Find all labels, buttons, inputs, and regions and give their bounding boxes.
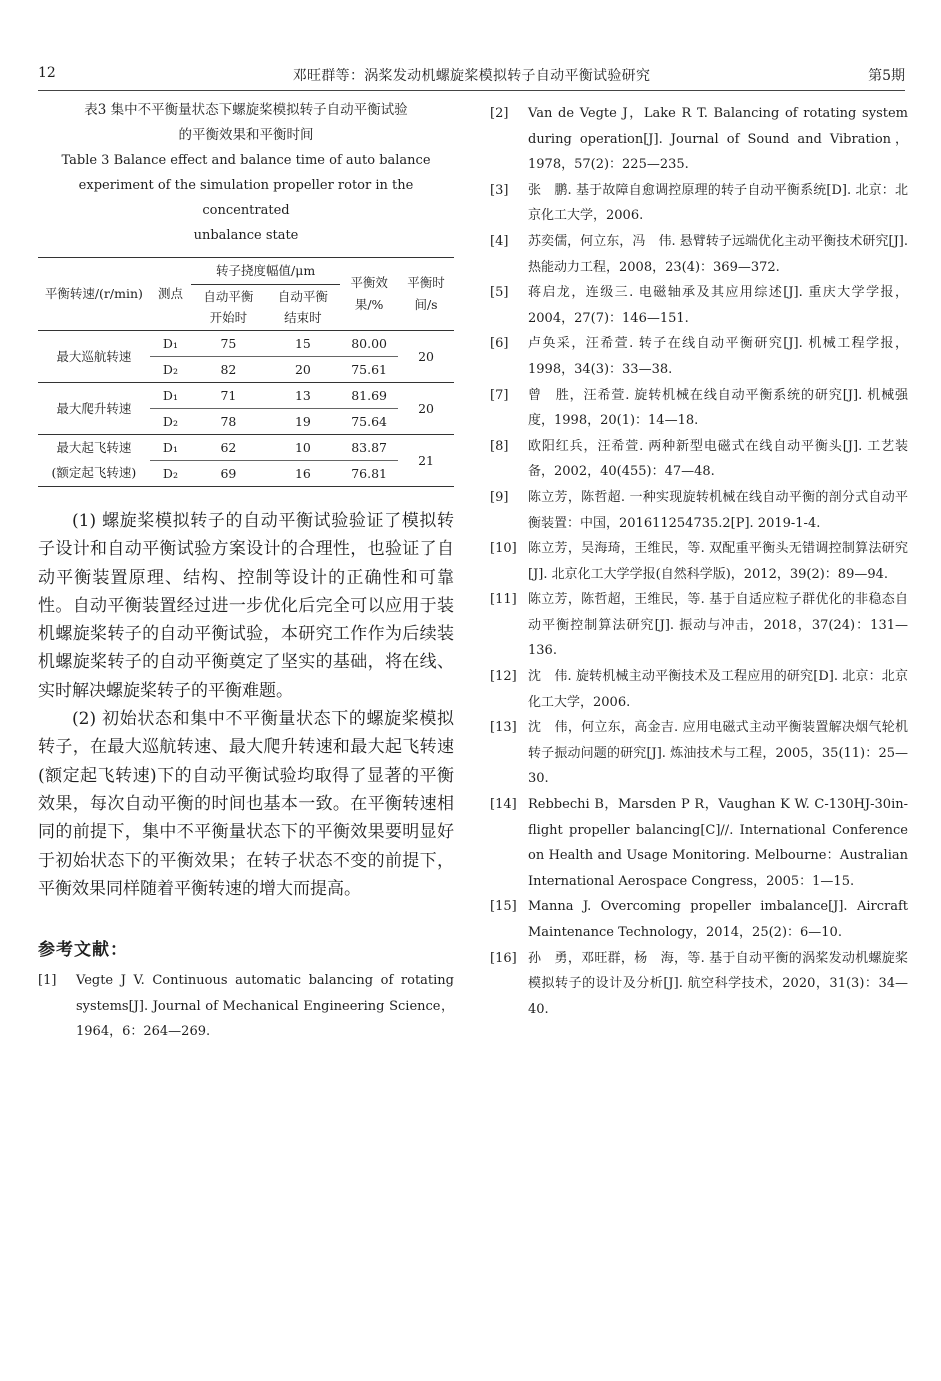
point-cell: D₁ [150, 331, 191, 357]
header-effect: 平衡效 果/% [340, 258, 398, 331]
effect-cell: 75.64 [340, 409, 398, 435]
table-row [38, 435, 454, 461]
reference-item: [13] 沈 伟，何立东，高金吉. 应用电磁式主动平衡装置解决烟气轮机转子振动问题的研究[J]. 炼油技术与工程，2005，35(11)：25—30. [490, 720, 908, 787]
effect-cell: 75.61 [340, 357, 398, 383]
reference-item: [12] 沈 伟. 旋转机械主动平衡技术及工程应用的研究[D]. 北京：北京化工大学，2006. [490, 669, 908, 710]
time-cell: 20 [398, 383, 454, 435]
start-cell: 82 [191, 357, 266, 383]
reference-item: [3] 张 鹏. 基于故障自愈调控原理的转子自动平衡系统[D]. 北京：北京化工大学，2006. [490, 182, 908, 224]
header-time: 平衡时 间/s [398, 258, 454, 331]
time-cell: 20 [398, 331, 454, 383]
reference-item: [7] 曾 胜，汪希萱. 旋转机械在线自动平衡系统的研究[J]. 机械强度，1998，20(1)：14—18. [490, 387, 908, 429]
point-cell: D₁ [150, 435, 191, 461]
issue-label: 第5期 [868, 68, 905, 84]
reference-item: [14] Rebbechi B，Marsden P R，Vaughan K W. C-130HJ-30in-flight propeller balancing[C]//. International Conference on Health and Usage Monitoring. Melbourne：Australian International Aerospace Congress，2005：1—15. [490, 797, 908, 889]
running-header [38, 64, 905, 91]
header-amp-end: 自动平衡 结束时 [266, 285, 341, 331]
end-cell: 20 [266, 357, 341, 383]
reference-item: [4] 苏奕儒，何立东，冯 伟. 悬臂转子远端优化主动平衡技术研究[J]. 热能动力工程，2008，23(4)：369—372. [490, 233, 908, 275]
header-speed: 平衡转速/(r/min) [38, 258, 150, 331]
table-row [38, 383, 454, 409]
table-caption-en-line1: Table 3 Balance effect and balance time of auto balance [61, 153, 431, 168]
end-cell: 16 [266, 461, 341, 487]
effect-cell: 81.69 [340, 383, 398, 409]
reference-item: [10] 陈立芳，吴海琦，王维民，等. 双配重平衡头无错调控制算法研究[J]. 北京化工大学学报(自然科学版)，2012，39(2)：89—94. [490, 541, 908, 582]
header-amp-start: 自动平衡 开始时 [191, 285, 266, 331]
right-column [490, 101, 908, 1022]
point-cell: D₁ [150, 383, 191, 409]
start-cell: 69 [191, 461, 266, 487]
start-cell: 75 [191, 331, 266, 357]
reference-item: [15] Manna J. Overcoming propeller imbalance[J]. Aircraft Maintenance Technology，2014，25(2)：6—10. [490, 899, 908, 940]
reference-item: [11] 陈立芳，陈哲超，王维民，等. 基于自适应粒子群优化的非稳态自动平衡控制算法研究[J]. 振动与冲击，2018，37(24)：131—136. [490, 592, 908, 659]
reference-item: [8] 欧阳红兵，汪希萱. 两种新型电磁式在线自动平衡头[J]. 工艺装备，2002，40(455)：47—48. [490, 438, 908, 480]
speed-cell: 最大巡航转速 [38, 331, 150, 383]
reference-item: [16] 孙 勇，邓旺群，杨 海，等. 基于自动平衡的涡桨发动机螺旋桨模拟转子的设计及分析[J]. 航空科学技术，2020，31(3)：34—40. [490, 950, 908, 1017]
start-cell: 78 [191, 409, 266, 435]
conclusion-paragraph-1: (1) 螺旋桨模拟转子的自动平衡试验验证了模拟转子设计和自动平衡试验方案设计的合理性，也验证了自动平衡装置原理、结构、控制等设计的正确性和可靠性。自动平衡装置经过进一步优化后完全可以应用于装机螺旋桨转子的自动平衡试验，本研究工作作为后续装机螺旋桨转子的自动平衡奠定了坚实的基础，将在线、实时解决螺旋桨转子的平衡难题。 [38, 511, 454, 701]
page-number: 12 [38, 65, 56, 81]
end-cell: 10 [266, 435, 341, 461]
header-amplitude-group: 转子挠度幅值/μm [191, 258, 340, 285]
time-cell: 21 [398, 435, 454, 487]
left-column [38, 98, 454, 1045]
reference-item: [9] 陈立芳，陈哲超. 一种实现旋转机械在线自动平衡的剖分式自动平衡装置：中国，201611254735.2[P]. 2019-1-4. [490, 489, 908, 531]
running-title: 邓旺群等：涡桨发动机螺旋桨模拟转子自动平衡试验研究 [292, 68, 651, 84]
conclusion-paragraph-2: (2) 初始状态和集中不平衡量状态下的螺旋桨模拟转子，在最大巡航转速、最大爬升转速和最大起飞转速(额定起飞转速)下的自动平衡试验均取得了显著的平衡效果，每次自动平衡的时间也基本一致。在平衡转速相同的前提下，集中不平衡量状态下的平衡效果要明显好于初始状态下的平衡效果；在转子状态不变的前提下，平衡效果同样随着平衡转速的增大而提高。 [38, 709, 454, 899]
effect-cell: 80.00 [340, 331, 398, 357]
effect-cell: 76.81 [340, 461, 398, 487]
table-row [38, 331, 454, 357]
point-cell: D₂ [150, 409, 191, 435]
point-cell: D₂ [150, 461, 191, 487]
reference-item: [6] 卢奂采，汪希萱. 转子在线自动平衡研究[J]. 机械工程学报，1998，34(3)：33—38. [490, 336, 908, 377]
table-caption-cn-line2: 的平衡效果和平衡时间 [178, 127, 314, 143]
end-cell: 13 [266, 383, 341, 409]
start-cell: 71 [191, 383, 266, 409]
balance-results-table [38, 257, 454, 487]
point-cell: D₂ [150, 357, 191, 383]
header-point: 测点 [150, 258, 191, 331]
reference-item: [1] Vegte J V. Continuous automatic balancing of rotating systems[J]. Journal of Mechanical Engineering Science，1964，6：264—269. [38, 973, 454, 1040]
reference-item: [2] Van de Vegte J，Lake R T. Balancing of rotating system during operation[J]. Journal of Sound and Vibration，1978，57(2)：225—235. [490, 106, 908, 173]
speed-cell: 最大爬升转速 [38, 383, 150, 435]
table-caption-en-line3: unbalance state [193, 228, 299, 243]
end-cell: 15 [266, 331, 341, 357]
effect-cell: 83.87 [340, 435, 398, 461]
speed-cell: 最大起飞转速 (额定起飞转速) [38, 435, 150, 487]
reference-item: [5] 蒋启龙，连级三. 电磁轴承及其应用综述[J]. 重庆大学学报，2004，27(7)：146—151. [490, 285, 908, 326]
references-heading: 参考文献： [38, 940, 128, 961]
table-caption-cn-line1: 表3 集中不平衡量状态下螺旋桨模拟转子自动平衡试验 [84, 102, 408, 118]
table-caption-en-line2: experiment of the simulation propeller rotor in the concentrated [78, 178, 414, 218]
end-cell: 19 [266, 409, 341, 435]
start-cell: 62 [191, 435, 266, 461]
